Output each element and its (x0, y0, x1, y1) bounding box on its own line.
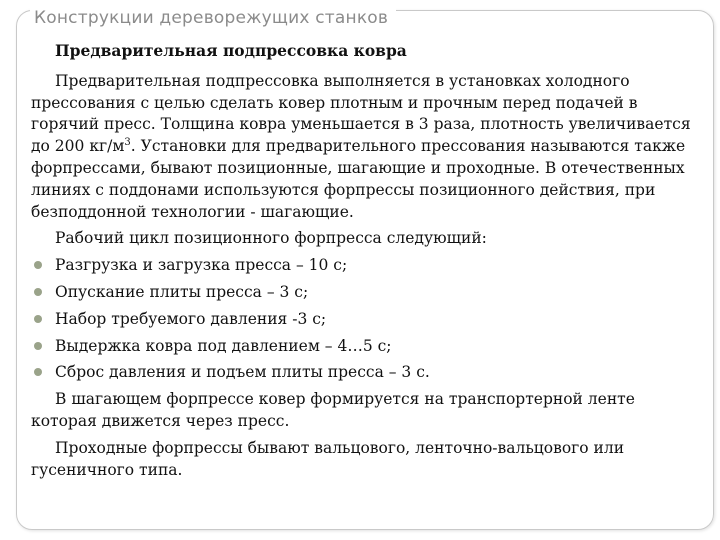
list-item-text: Разгрузка и загрузка пресса – 10 с; (55, 256, 348, 275)
paragraph-walking-press: В шагающем форпрессе ковер формируется на транспортерной ленте которая движется через пресс. (31, 390, 635, 430)
cubic-superscript: 3 (124, 137, 131, 149)
bullet-icon (34, 315, 42, 323)
list-item (31, 309, 699, 331)
paragraph-intro-text-a: Предварительная подпрессовка выполняется в установках холодного прессования с целью сделать ковер плотным и прочным перед подачей в горячий пресс. Толщина ковра уменьшается в 3 раза, плотность увеличивается до 200 кг/м (31, 71, 691, 156)
paragraph-intro (31, 71, 699, 224)
list-item-text: Набор требуемого давления -3 с; (55, 309, 327, 328)
list-item (31, 362, 699, 384)
cycle-steps-list (31, 255, 699, 384)
content-body (31, 40, 699, 481)
paragraph-intro-text-b: . Установки для предварительного прессования называются также форпрессами, бывают позиционные, шагающие и проходные. В отечественных линиях с поддонами используются форпрессы позиционного действия, при безподдонной технологии - шагающие. (31, 137, 686, 221)
slide-title: Конструкции дереворежущих станков (34, 8, 389, 28)
list-item-text: Выдержка ковра под давлением – 4…5 с; (55, 336, 392, 355)
list-item (31, 336, 699, 358)
paragraph-cycle-intro: Рабочий цикл позиционного форпресса следующий: (55, 229, 487, 248)
bullet-icon (34, 342, 42, 350)
bullet-icon (34, 368, 42, 376)
section-heading: Предварительная подпрессовка ковра (55, 41, 407, 60)
list-item (31, 282, 699, 304)
bullet-icon (34, 261, 42, 269)
list-item-text: Сброс давления и подъем плиты пресса – 3 с. (55, 363, 430, 382)
list-item (31, 255, 699, 277)
list-item-text: Опускание плиты пресса – 3 с; (55, 282, 309, 301)
paragraph-through-press: Проходные форпрессы бывают вальцового, ленточно-вальцового или гусеничного типа. (31, 438, 625, 479)
bullet-icon (34, 288, 42, 296)
